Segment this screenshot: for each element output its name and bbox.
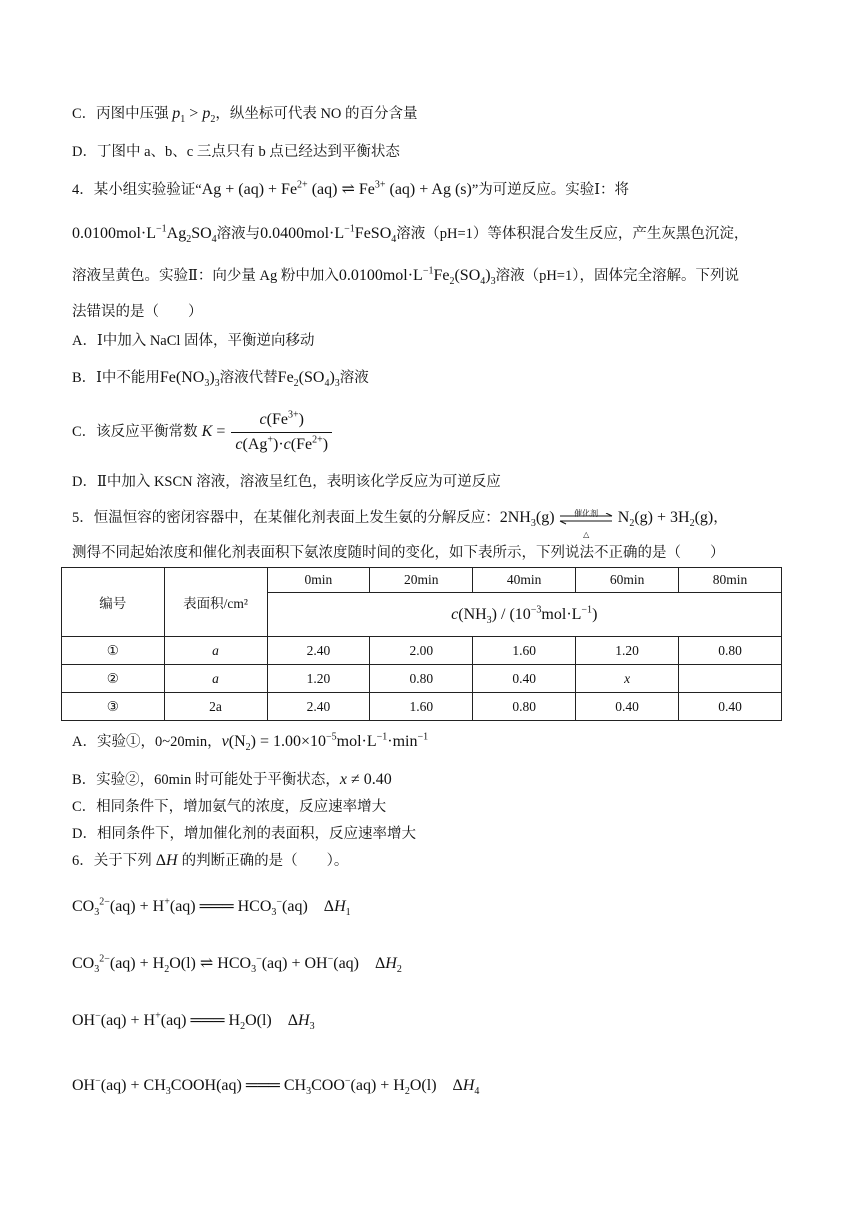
- ammonia-concentration-table: [61, 567, 782, 721]
- reversible-arrow-icon: 催化剂 △: [558, 512, 614, 526]
- table-header-time: 20min: [370, 568, 473, 593]
- equation-1: $CO_3^{2-}(aq) + H^+(aq)$ ═══ $HCO_3^-(aq)$ $\Delta H_1$: [72, 896, 351, 919]
- table-header-time: 60min: [576, 568, 679, 593]
- q5-option-d: D．相同条件下，增加催化剂的表面积，反应速率增大: [72, 826, 416, 842]
- q4-option-d: D．Ⅱ中加入 KSCN 溶液，溶液呈红色，表明该化学反应为可逆反应: [72, 474, 501, 490]
- equation-2: $CO_3^{2-}(aq) + H_2O(l)$ ⇌ $HCO_3^-(aq) + OH^-(aq)$ $\Delta H_2$: [72, 953, 402, 976]
- q4-stem-line2: $0.0100mol\cdot L^{-1}Ag_2SO_4$溶液与$0.0400mol\cdot L^{-1}FeSO_4$溶液（pH=1）等体积混合发生反应，产生灰黑色沉淀，: [72, 223, 749, 246]
- q5-option-c: C．相同条件下，增加氨气的浓度，反应速率增大: [72, 799, 387, 815]
- q4-option-a: A．Ⅰ中加入 NaCl 固体，平衡逆向移动: [72, 333, 315, 349]
- table-header-id: 编号: [62, 568, 165, 637]
- q3-option-c: C．丙图中压强 $p_1 > p_2$，纵坐标可代表 NO 的百分含量: [72, 105, 418, 126]
- table-row: ③ 2a 2.40 1.60 0.80 0.40 0.40: [62, 693, 782, 721]
- table-row: ① a 2.40 2.00 1.60 1.20 0.80: [62, 637, 782, 665]
- table-header-area: 表面积/cm²: [164, 568, 267, 637]
- table-header-time: 80min: [679, 568, 782, 593]
- q4-stem: 4．某小组实验验证“$Ag + (aq) + Fe^{2+}$ (aq) ⇌ $Fe^{3+}$ (aq) + Ag (s)”为可逆反应。实验Ⅰ：将: [72, 179, 630, 198]
- table-header-time: 0min: [267, 568, 370, 593]
- q4-stem-line4: 法错误的是（ ）: [72, 304, 203, 320]
- q5-stem: 5．恒温恒容的密闭容器中，在某催化剂表面上发生氨的分解反应：$2NH_3(g)$ 催化剂 △ $N_2(g) + 3H_2(g)$，: [72, 508, 728, 539]
- equation-4: $OH^-(aq) + CH_3COOH(aq)$ ═══ $CH_3COO^-(aq) + H_2O(l)$ $\Delta H_4$: [72, 1075, 480, 1098]
- q5-stem-line2: 测得不同起始浓度和催化剂表面积下氨浓度随时间的变化，如下表所示，下列说法不正确的是（ ）: [72, 545, 725, 561]
- q4-option-c: C．该反应平衡常数 K = $\frac{c(Fe^{3+})}{c(Ag^+)\cdot c(Fe^{2+})}$: [72, 408, 334, 456]
- equilibrium-constant-fraction: $\frac{c(Fe^{3+})}{c(Ag^+)\cdot c(Fe^{2+})}$: [231, 410, 332, 455]
- q4-option-b: B．Ⅰ中不能用$Fe(NO_3)_3$溶液代替$Fe_2(SO_4)_3$溶液: [72, 369, 369, 390]
- table-row: ② a 1.20 0.80 0.40 x: [62, 665, 782, 693]
- table-header-concentration: $c(NH_3) / (10^{-3}mol\cdot L^{-1})$: [267, 593, 781, 637]
- q3-option-d: D．丁图中 a、b、c 三点只有 b 点已经达到平衡状态: [72, 144, 400, 160]
- q6-stem: 6．关于下列 ΔH 的判断正确的是（ ）。: [72, 852, 349, 869]
- q5-option-b: B．实验②，60min 时可能处于平衡状态，x ≠ 0.40: [72, 771, 392, 788]
- equation-3: OH−(aq) + H+(aq) ═══ $H_2O(l)$ $\Delta H_3$: [72, 1010, 315, 1033]
- table-header-time: 40min: [473, 568, 576, 593]
- q4-stem-line3: 溶液呈黄色。实验Ⅱ：向少量 Ag 粉中加入$0.0100mol\cdot L^{-1}Fe_2(SO_4)_3$溶液（pH=1），固体完全溶解。下列说: [72, 265, 739, 288]
- q5-option-a: A．实验①，0~20min，$v(N_2) = 1.00\times 10^{-5}mol\cdot L^{-1}\cdot\min^{-1}$: [72, 731, 429, 754]
